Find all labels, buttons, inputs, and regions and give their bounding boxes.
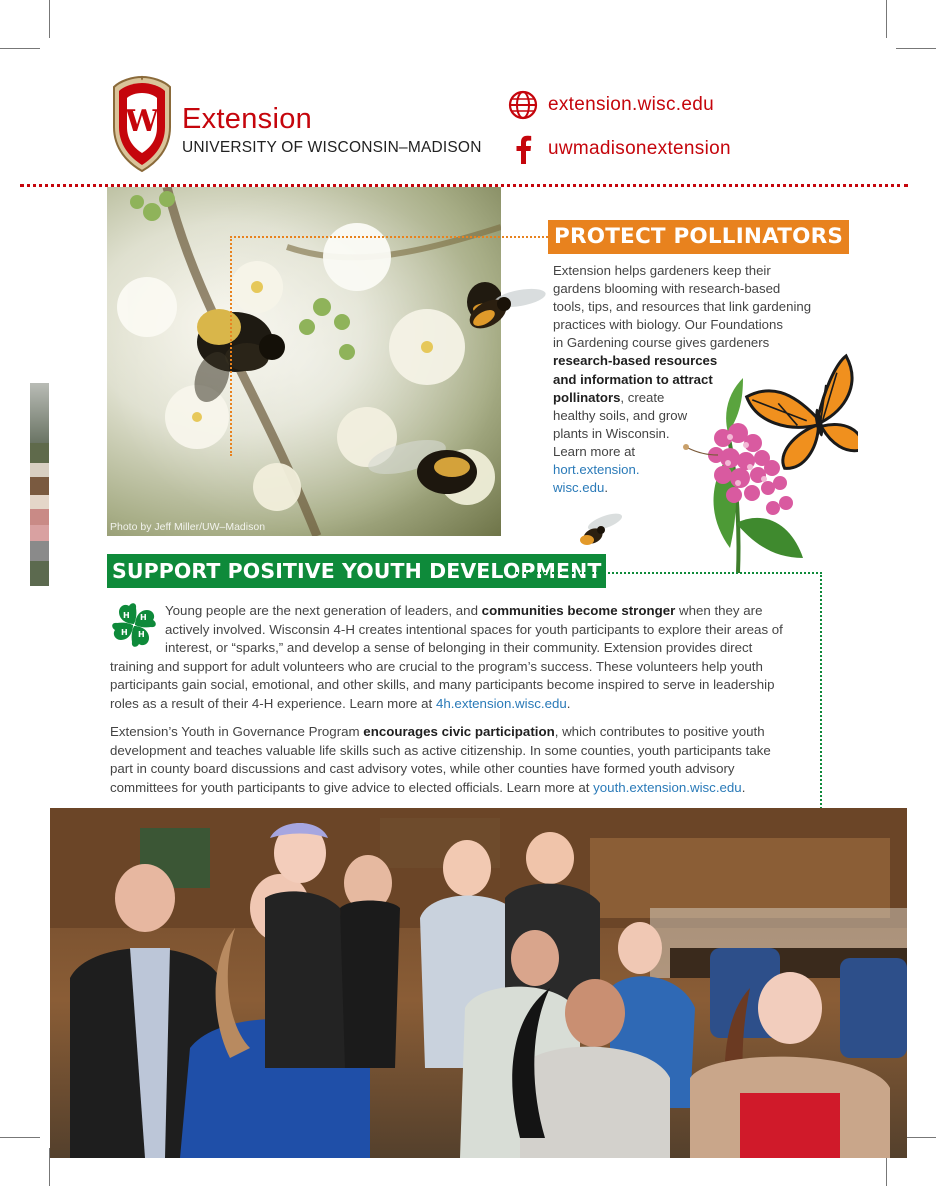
youth-p1-mid: when they are actively involved. Wisconsin 4-H creates intentional spaces for youth participants to explore their areas of interest, or “sparks,” and develop a sense of belonging in their community. Extension provides direct training and support for adult volunteers who are crucial to the program’s success. These volunteers help youth participants gain social, emotional, and other skills, and many participants become inspired to serve in leadership roles as a result of their 4-H experience. Learn more at bbox=[110, 603, 783, 711]
pollinators-line: Extension helps gardeners keep their bbox=[553, 263, 771, 278]
pollinators-line: practices with biology. Our Foundations bbox=[553, 317, 783, 333]
photo-credit: Photo by Jeff Miller/UW–Madison bbox=[110, 521, 266, 533]
youth-paragraph-1 bbox=[110, 602, 790, 714]
green-dotted-leader bbox=[512, 572, 822, 574]
green-dotted-leader-vertical bbox=[820, 572, 822, 812]
small-bee-illustration bbox=[565, 512, 625, 554]
brand-subtitle: UNIVERSITY OF WISCONSIN–MADISON bbox=[182, 139, 482, 156]
pollinators-bold-line: research-based resources bbox=[553, 353, 718, 369]
pollinators-line: plants in Wisconsin. bbox=[553, 425, 670, 441]
youth-p2-mid: , which contributes to positive youth development and teaches valuable life skills such as active citizenship. In some counties, youth participants take part in county board discussions and cast advisory votes, while other counties have formed youth advisory committees for youth participants to give advice to elected officials. Learn more at bbox=[110, 724, 771, 795]
crest-letter: W bbox=[125, 104, 159, 139]
orange-dotted-leader-vertical bbox=[230, 236, 232, 456]
youth-p2-start: Extension’s Youth in Governance Program bbox=[110, 724, 364, 739]
pollinators-line: healthy soils, and grow bbox=[553, 407, 688, 423]
hort-link-part1[interactable]: hort.extension. bbox=[553, 462, 640, 478]
butterfly-milkweed-illustration bbox=[668, 333, 858, 573]
youth-paragraph-2 bbox=[110, 723, 790, 797]
social-link[interactable]: uwmadisonextension bbox=[548, 138, 731, 159]
youth-p2-bold: encourages civic participation bbox=[363, 724, 555, 739]
svg-text:H: H bbox=[140, 613, 147, 622]
hort-link-part2[interactable]: wisc.edu bbox=[553, 480, 605, 496]
pollinators-line: in Gardening course gives gardeners bbox=[553, 335, 770, 351]
globe-icon bbox=[507, 89, 539, 121]
pollinators-line: Learn more at bbox=[553, 443, 636, 459]
youth-p2-end: . bbox=[741, 779, 746, 795]
pollinators-line: tools, tips, and resources that link gardening bbox=[553, 299, 812, 315]
youth-group-photo bbox=[50, 808, 907, 1158]
website-link[interactable]: extension.wisc.edu bbox=[548, 94, 714, 115]
4h-link[interactable]: 4h.extension.wisc.edu bbox=[435, 695, 567, 711]
pollinators-after-bold: , create bbox=[620, 389, 665, 405]
edge-photo-strip bbox=[30, 383, 49, 586]
orange-dotted-leader bbox=[230, 236, 548, 238]
crop-mark bbox=[896, 48, 936, 49]
website-row[interactable] bbox=[507, 89, 714, 121]
brand-title: Extension bbox=[182, 103, 313, 135]
svg-text:H: H bbox=[138, 630, 145, 639]
youth-p1-bold: communities become stronger bbox=[481, 603, 676, 618]
youth-p1-start: Young people are the next generation of leaders, and bbox=[165, 603, 482, 618]
pollinators-heading: PROTECT POLLINATORS bbox=[548, 220, 849, 254]
youth-link[interactable]: youth.extension.wisc.edu bbox=[593, 779, 742, 795]
pollinators-bold-line: pollinators bbox=[553, 389, 621, 405]
clover-spacer bbox=[110, 602, 165, 656]
social-row[interactable] bbox=[507, 133, 731, 165]
crop-mark bbox=[886, 0, 887, 38]
crop-mark bbox=[0, 1137, 40, 1138]
svg-text:H: H bbox=[121, 628, 128, 637]
bees-photo bbox=[107, 187, 501, 536]
crop-mark bbox=[49, 0, 50, 38]
crop-mark bbox=[0, 48, 40, 49]
pollinators-bold-line: and information to attract bbox=[553, 371, 713, 387]
svg-text:H: H bbox=[123, 611, 130, 620]
youth-p1-end: . bbox=[566, 695, 571, 711]
flying-bee-illustration bbox=[458, 280, 548, 342]
facebook-icon bbox=[507, 133, 539, 165]
link-period: . bbox=[604, 480, 608, 496]
pollinators-line: gardens blooming with research-based bbox=[553, 281, 781, 297]
youth-heading: SUPPORT POSITIVE YOUTH DEVELOPMENT bbox=[107, 554, 606, 588]
